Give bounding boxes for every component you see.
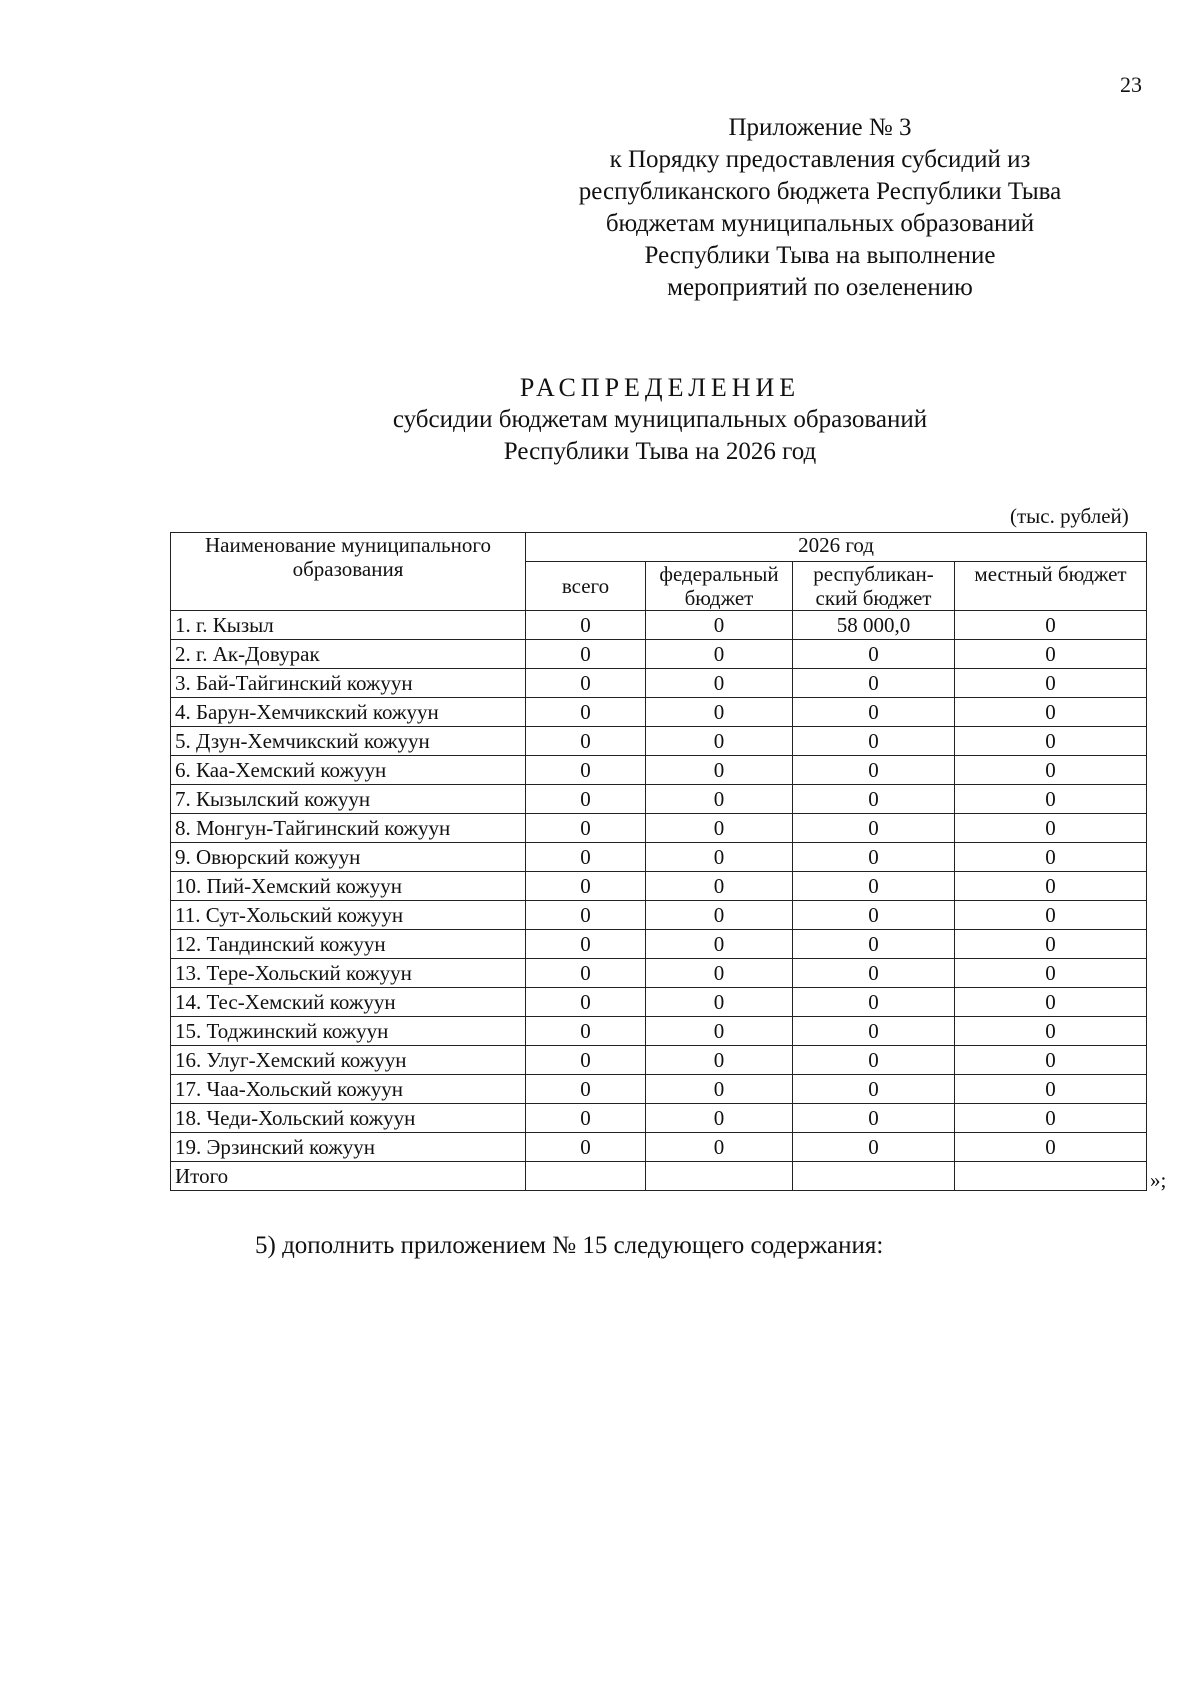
value-total: 0 bbox=[526, 930, 646, 959]
value-federal: 0 bbox=[646, 814, 793, 843]
municipality-name: 12. Тандинский кожуун bbox=[171, 930, 526, 959]
municipality-name: 18. Чеди-Хольский кожуун bbox=[171, 1104, 526, 1133]
municipality-name: 4. Барун-Хемчикский кожуун bbox=[171, 698, 526, 727]
value-federal: 0 bbox=[646, 843, 793, 872]
value-total: 0 bbox=[526, 785, 646, 814]
value-republic: 0 bbox=[793, 930, 955, 959]
value-local: 0 bbox=[955, 988, 1147, 1017]
value-republic: 0 bbox=[793, 901, 955, 930]
value-federal: 0 bbox=[646, 1017, 793, 1046]
value-republic: 0 bbox=[793, 640, 955, 669]
value-republic: 0 bbox=[793, 669, 955, 698]
table-row bbox=[171, 988, 1147, 1017]
municipality-name: 5. Дзун-Хемчикский кожуун bbox=[171, 727, 526, 756]
table-row bbox=[171, 669, 1147, 698]
value-federal: 0 bbox=[646, 872, 793, 901]
value-republic: 0 bbox=[793, 988, 955, 1017]
municipality-name: 16. Улуг-Хемский кожуун bbox=[171, 1046, 526, 1075]
value-local: 0 bbox=[955, 611, 1147, 640]
total-cell bbox=[526, 1162, 646, 1191]
value-republic: 0 bbox=[793, 785, 955, 814]
col-header-name: Наименование муниципального образования bbox=[171, 533, 526, 611]
value-federal: 0 bbox=[646, 930, 793, 959]
value-local: 0 bbox=[955, 1075, 1147, 1104]
value-local: 0 bbox=[955, 727, 1147, 756]
value-total: 0 bbox=[526, 756, 646, 785]
value-local: 0 bbox=[955, 1104, 1147, 1133]
table-row bbox=[171, 611, 1147, 640]
value-local: 0 bbox=[955, 872, 1147, 901]
value-republic: 0 bbox=[793, 814, 955, 843]
total-cell bbox=[793, 1162, 955, 1191]
value-federal: 0 bbox=[646, 988, 793, 1017]
value-federal: 0 bbox=[646, 698, 793, 727]
value-republic: 0 bbox=[793, 1046, 955, 1075]
document-subtitle: субсидии бюджетам муниципальных образований bbox=[392, 406, 928, 433]
table-row bbox=[171, 727, 1147, 756]
closing-mark: »; bbox=[1150, 1168, 1167, 1192]
table-row bbox=[171, 814, 1147, 843]
table-row bbox=[171, 1075, 1147, 1104]
value-federal: 0 bbox=[646, 1046, 793, 1075]
units-note: (тыс. рублей) bbox=[1010, 504, 1129, 528]
value-local: 0 bbox=[955, 640, 1147, 669]
value-federal: 0 bbox=[646, 669, 793, 698]
appendix-header-line: бюджетам муниципальных образований bbox=[605, 210, 1035, 237]
value-total: 0 bbox=[526, 814, 646, 843]
table-row bbox=[171, 1133, 1147, 1162]
total-cell bbox=[646, 1162, 793, 1191]
value-republic: 0 bbox=[793, 698, 955, 727]
col-header-local: местный бюджет bbox=[955, 562, 1147, 611]
document-title: РАСПРЕДЕЛЕНИЕ bbox=[519, 373, 801, 402]
value-federal: 0 bbox=[646, 1075, 793, 1104]
value-local: 0 bbox=[955, 930, 1147, 959]
value-total: 0 bbox=[526, 1104, 646, 1133]
col-header-year: 2026 год bbox=[526, 533, 1147, 562]
value-total: 0 bbox=[526, 669, 646, 698]
municipality-name: 10. Пий-Хемский кожуун bbox=[171, 872, 526, 901]
value-local: 0 bbox=[955, 669, 1147, 698]
table-row bbox=[171, 843, 1147, 872]
amendment-text: 5) дополнить приложением № 15 следующего содержания: bbox=[255, 1232, 884, 1259]
appendix-header-line: республиканского бюджета Республики Тыва bbox=[578, 178, 1062, 205]
value-republic: 0 bbox=[793, 843, 955, 872]
municipality-name: 1. г. Кызыл bbox=[171, 611, 526, 640]
municipality-name: 6. Каа-Хемский кожуун bbox=[171, 756, 526, 785]
municipality-name: 8. Монгун-Тайгинский кожуун bbox=[171, 814, 526, 843]
value-federal: 0 bbox=[646, 611, 793, 640]
municipality-name: 2. г. Ак-Довурак bbox=[171, 640, 526, 669]
value-total: 0 bbox=[526, 959, 646, 988]
value-republic: 0 bbox=[793, 1104, 955, 1133]
table-row bbox=[171, 872, 1147, 901]
distribution-heading bbox=[300, 372, 1020, 468]
value-republic: 0 bbox=[793, 959, 955, 988]
value-federal: 0 bbox=[646, 901, 793, 930]
value-total: 0 bbox=[526, 698, 646, 727]
total-label: Итого bbox=[171, 1162, 526, 1191]
table-row bbox=[171, 756, 1147, 785]
value-total: 0 bbox=[526, 1075, 646, 1104]
value-total: 0 bbox=[526, 988, 646, 1017]
value-republic: 0 bbox=[793, 727, 955, 756]
appendix-header bbox=[560, 112, 1080, 304]
value-federal: 0 bbox=[646, 1133, 793, 1162]
value-federal: 0 bbox=[646, 1104, 793, 1133]
value-local: 0 bbox=[955, 901, 1147, 930]
value-republic: 0 bbox=[793, 756, 955, 785]
value-total: 0 bbox=[526, 1046, 646, 1075]
value-local: 0 bbox=[955, 785, 1147, 814]
value-total: 0 bbox=[526, 901, 646, 930]
municipality-name: 11. Сут-Хольский кожуун bbox=[171, 901, 526, 930]
municipality-name: 3. Бай-Тайгинский кожуун bbox=[171, 669, 526, 698]
value-total: 0 bbox=[526, 611, 646, 640]
municipality-name: 19. Эрзинский кожуун bbox=[171, 1133, 526, 1162]
value-total: 0 bbox=[526, 727, 646, 756]
municipality-name: 13. Тере-Хольский кожуун bbox=[171, 959, 526, 988]
table-row bbox=[171, 785, 1147, 814]
value-republic: 0 bbox=[793, 1075, 955, 1104]
table-row bbox=[171, 640, 1147, 669]
municipality-name: 7. Кызылский кожуун bbox=[171, 785, 526, 814]
value-local: 0 bbox=[955, 698, 1147, 727]
value-local: 0 bbox=[955, 756, 1147, 785]
value-republic: 0 bbox=[793, 1133, 955, 1162]
table-body bbox=[171, 611, 1147, 1162]
value-local: 0 bbox=[955, 814, 1147, 843]
total-cell bbox=[955, 1162, 1147, 1191]
appendix-header-line: к Порядку предоставления субсидий из bbox=[609, 146, 1031, 173]
value-local: 0 bbox=[955, 1133, 1147, 1162]
value-federal: 0 bbox=[646, 756, 793, 785]
table-row bbox=[171, 1104, 1147, 1133]
page-number: 23 bbox=[1120, 72, 1142, 97]
value-total: 0 bbox=[526, 843, 646, 872]
value-total: 0 bbox=[526, 1133, 646, 1162]
document-subtitle: Республики Тыва на 2026 год bbox=[503, 438, 817, 465]
table-row bbox=[171, 959, 1147, 988]
col-header-republic: республикан-ский бюджет bbox=[793, 562, 955, 611]
table-row bbox=[171, 698, 1147, 727]
value-local: 0 bbox=[955, 1046, 1147, 1075]
table-row bbox=[171, 930, 1147, 959]
value-republic: 0 bbox=[793, 1017, 955, 1046]
municipality-name: 17. Чаа-Хольский кожуун bbox=[171, 1075, 526, 1104]
value-republic: 0 bbox=[793, 872, 955, 901]
value-total: 0 bbox=[526, 872, 646, 901]
value-federal: 0 bbox=[646, 959, 793, 988]
value-federal: 0 bbox=[646, 785, 793, 814]
value-local: 0 bbox=[955, 1017, 1147, 1046]
value-federal: 0 bbox=[646, 727, 793, 756]
col-header-total: всего bbox=[526, 562, 646, 611]
municipality-name: 14. Тес-Хемский кожуун bbox=[171, 988, 526, 1017]
value-total: 0 bbox=[526, 1017, 646, 1046]
table-row bbox=[171, 1017, 1147, 1046]
table-row bbox=[171, 901, 1147, 930]
municipality-name: 15. Тоджинский кожуун bbox=[171, 1017, 526, 1046]
value-total: 0 bbox=[526, 640, 646, 669]
appendix-header-line: мероприятий по озеленению bbox=[667, 274, 973, 301]
municipality-name: 9. Овюрский кожуун bbox=[171, 843, 526, 872]
value-republic: 58 000,0 bbox=[793, 611, 955, 640]
value-local: 0 bbox=[955, 959, 1147, 988]
distribution-table bbox=[170, 532, 1147, 1191]
table-row bbox=[171, 1046, 1147, 1075]
total-row bbox=[171, 1162, 1147, 1191]
appendix-header-line: Приложение № 3 bbox=[728, 114, 912, 141]
appendix-header-line: Республики Тыва на выполнение bbox=[644, 242, 996, 269]
value-federal: 0 bbox=[646, 640, 793, 669]
value-local: 0 bbox=[955, 843, 1147, 872]
col-header-federal: федеральный бюджет bbox=[646, 562, 793, 611]
